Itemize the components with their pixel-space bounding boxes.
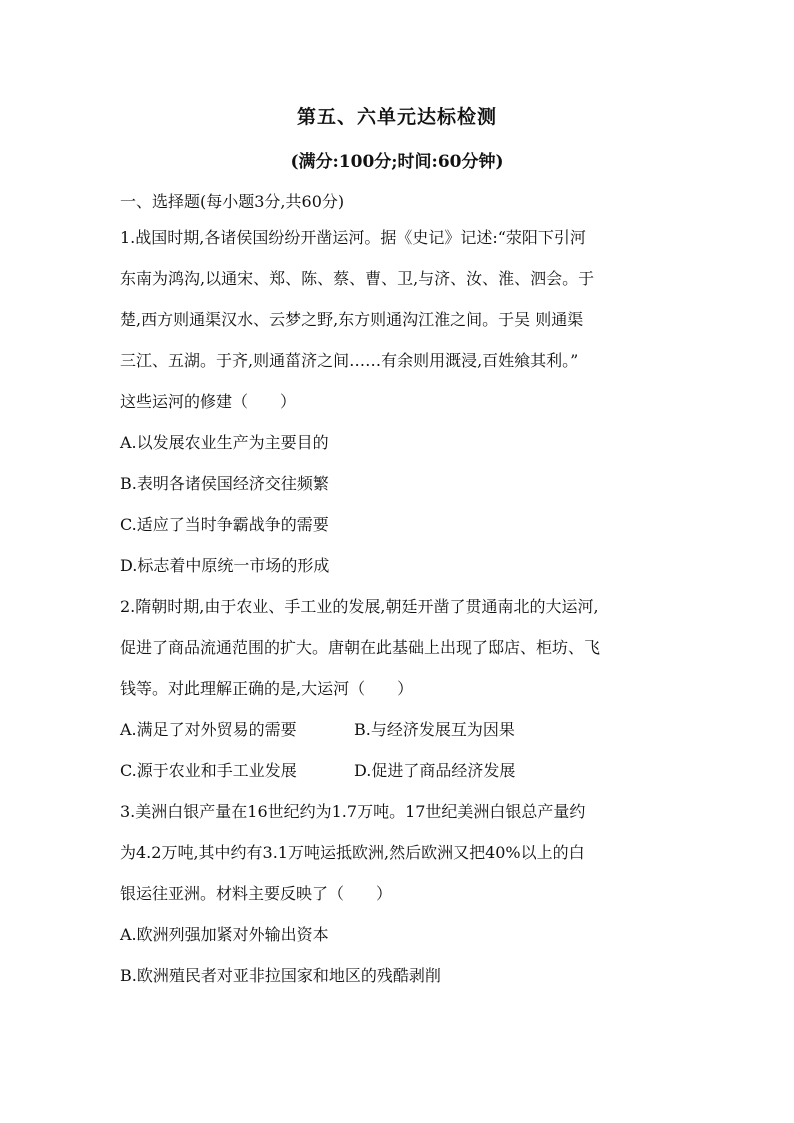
question-text-line: 3.美洲白银产量在16世纪约为1.7万吨。17世纪美洲白银总产量约	[120, 802, 586, 821]
option-b: B.与经济发展互为因果	[354, 720, 515, 739]
page-title: 第五、六单元达标检测	[296, 106, 497, 128]
question-2	[120, 586, 680, 791]
option-c: C.源于农业和手工业发展	[120, 761, 297, 780]
page-subtitle: (满分:100分;时间:60分钟)	[290, 152, 504, 172]
option-d: D.标志着中原统一市场的形成	[120, 556, 330, 575]
question-text-line: 楚,西方则通渠汉水、云梦之野,东方则通沟江淮之间。于吴 则通渠	[120, 310, 584, 329]
question-content	[120, 186, 680, 996]
option-a: A.欧洲列强加紧对外输出资本	[120, 925, 329, 944]
question-text-line: 这些运河的修建（ ）	[120, 392, 297, 411]
question-text-line: 银运往亚洲。材料主要反映了（ ）	[120, 884, 393, 903]
option-row	[120, 750, 680, 791]
option-b: B.欧洲殖民者对亚非拉国家和地区的残酷剥削	[120, 966, 441, 985]
question-text-line: 1.战国时期,各诸侯国纷纷开凿运河。据《史记》记述:“荥阳下引河	[120, 228, 586, 247]
question-1	[120, 217, 680, 586]
question-3	[120, 791, 680, 996]
option-a: A.以发展农业生产为主要目的	[120, 433, 329, 452]
option-a: A.满足了对外贸易的需要	[120, 720, 297, 739]
question-text-line: 三江、五湖。于齐,则通菑济之间……有余则用溉浸,百姓飨其利。”	[120, 351, 579, 370]
option-b: B.表明各诸侯国经济交往频繁	[120, 474, 329, 493]
question-text-line: 2.隋朝时期,由于农业、手工业的发展,朝廷开凿了贯通南北的大运河,	[120, 597, 599, 616]
section-heading: 一、选择题(每小题3分,共60分)	[120, 192, 345, 211]
option-d: D.促进了商品经济发展	[354, 761, 516, 780]
option-c: C.适应了当时争霸战争的需要	[120, 515, 329, 534]
question-text-line: 为4.2万吨,其中约有3.1万吨运抵欧洲,然后欧洲又把40%以上的白	[120, 843, 585, 862]
question-text-line: 促进了商品流通范围的扩大。唐朝在此基础上出现了邸店、柜坊、飞	[120, 638, 601, 657]
question-text-line: 东南为鸿沟,以通宋、郑、陈、蔡、曹、卫,与济、汝、淮、泗会。于	[120, 269, 595, 288]
option-row	[120, 709, 680, 750]
question-text-line: 钱等。对此理解正确的是,大运河（ ）	[120, 679, 414, 698]
